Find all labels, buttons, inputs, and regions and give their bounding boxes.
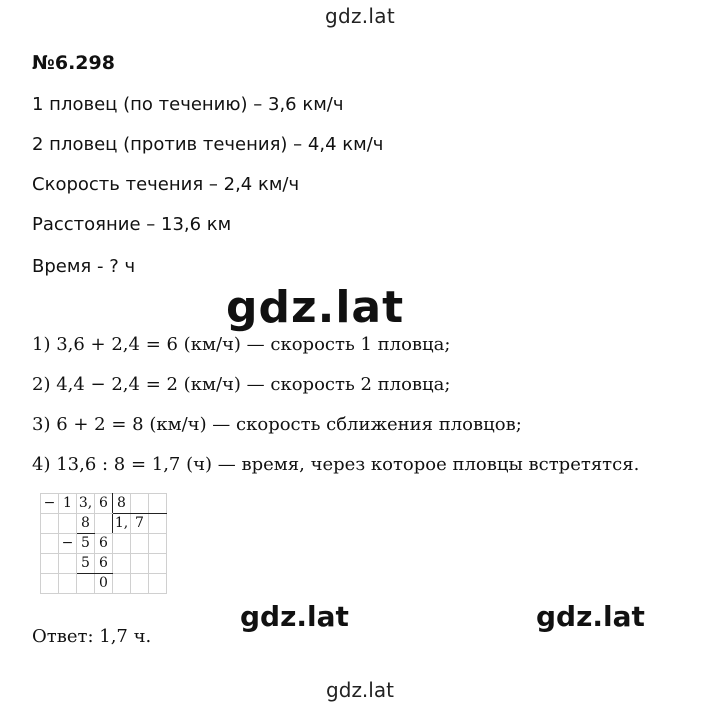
division-cell — [77, 574, 95, 594]
division-row — [41, 554, 167, 574]
solution-step: 1) 3,6 + 2,4 = 6 (км/ч) — скорость 1 пловца; — [32, 334, 451, 355]
division-cell: 8 — [113, 494, 131, 514]
division-row — [41, 534, 167, 554]
task-number: №6.298 — [32, 52, 115, 74]
division-cell: − — [59, 534, 77, 554]
solution-step: 2) 4,4 − 2,4 = 2 (км/ч) — скорость 2 пловца; — [32, 374, 451, 395]
division-cell: 5 — [77, 554, 95, 574]
division-row — [41, 574, 167, 594]
division-cell: 6 — [95, 554, 113, 574]
division-cell — [149, 554, 167, 574]
watermark-mid-right: gdz.lat — [536, 600, 645, 633]
division-cell — [131, 494, 149, 514]
division-cell — [41, 554, 59, 574]
division-cell — [149, 494, 167, 514]
division-cell: 1, — [113, 514, 131, 534]
division-cell — [95, 514, 113, 534]
division-cell — [113, 574, 131, 594]
division-cell — [149, 534, 167, 554]
division-cell: 8 — [77, 514, 95, 534]
division-cell — [149, 574, 167, 594]
answer-text: Ответ: 1,7 ч. — [32, 626, 152, 647]
division-cell: 7 — [131, 514, 149, 534]
division-cell: 5 — [77, 534, 95, 554]
division-cell: 3, — [77, 494, 95, 514]
long-division-grid — [40, 493, 167, 594]
division-cell — [149, 514, 167, 534]
watermark-mid-left: gdz.lat — [240, 600, 349, 633]
division-cell — [41, 574, 59, 594]
division-cell: 6 — [95, 494, 113, 514]
division-cell — [41, 534, 59, 554]
condition-line: 1 пловец (по течению) – 3,6 км/ч — [32, 94, 344, 115]
division-cell — [113, 534, 131, 554]
solution-step: 4) 13,6 : 8 = 1,7 (ч) — время, через которое пловцы встретятся. — [32, 454, 640, 475]
division-row — [41, 514, 167, 534]
division-cell — [59, 554, 77, 574]
solution-step: 3) 6 + 2 = 8 (км/ч) — скорость сближения пловцов; — [32, 414, 522, 435]
condition-line: 2 пловец (против течения) – 4,4 км/ч — [32, 134, 384, 155]
watermark-center: gdz.lat — [226, 282, 405, 333]
division-cell — [131, 534, 149, 554]
division-cell: 0 — [95, 574, 113, 594]
division-cell — [131, 554, 149, 574]
division-cell — [113, 554, 131, 574]
division-row — [41, 494, 167, 514]
condition-line: Скорость течения – 2,4 км/ч — [32, 174, 300, 195]
condition-line: Время - ? ч — [32, 256, 136, 277]
division-cell — [59, 574, 77, 594]
division-cell: 1 — [59, 494, 77, 514]
condition-line: Расстояние – 13,6 км — [32, 214, 232, 235]
division-cell — [59, 514, 77, 534]
watermark-top: gdz.lat — [324, 4, 395, 28]
division-cell: − — [41, 494, 59, 514]
division-cell — [131, 574, 149, 594]
watermark-bottom: gdz.lat — [326, 678, 394, 702]
division-cell — [41, 514, 59, 534]
division-cell: 6 — [95, 534, 113, 554]
